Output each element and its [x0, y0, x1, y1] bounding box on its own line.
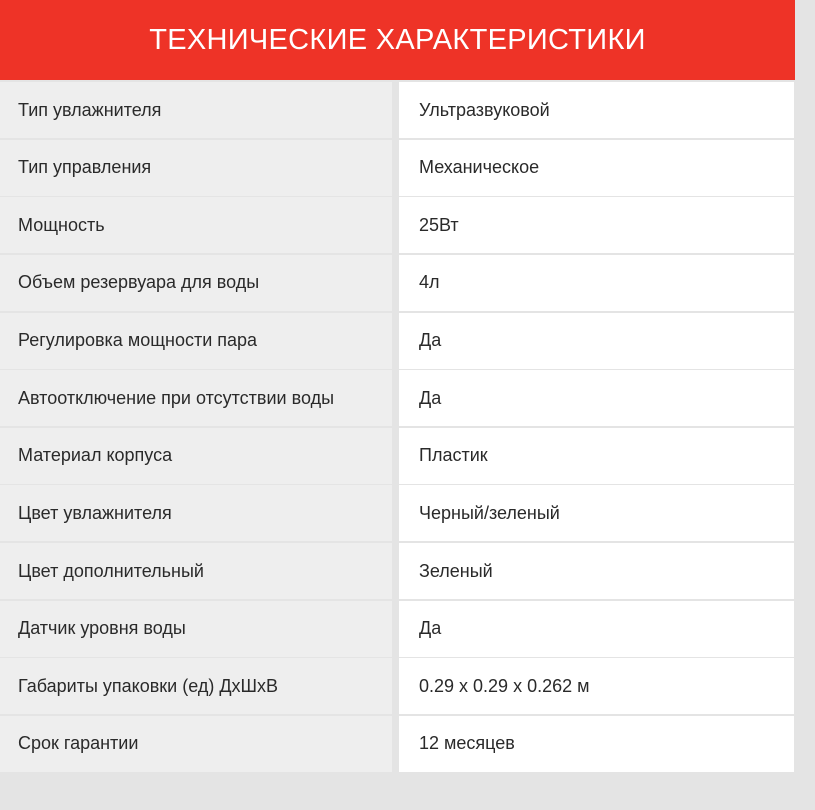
table-row — [0, 255, 795, 311]
spec-value: 0.29 x 0.29 x 0.262 м — [399, 658, 794, 714]
table-row — [0, 543, 795, 599]
table-row — [0, 82, 795, 138]
table-row — [0, 658, 795, 714]
spec-value: Да — [399, 370, 794, 426]
spec-key: Габариты упаковки (ед) ДхШхВ — [0, 658, 392, 714]
spec-key: Объем резервуара для воды — [0, 255, 392, 311]
spec-value: Да — [399, 601, 794, 657]
specs-table — [0, 82, 795, 774]
spec-value: Да — [399, 313, 794, 369]
table-row — [0, 428, 795, 484]
spec-key: Регулировка мощности пара — [0, 313, 392, 369]
table-row — [0, 313, 795, 369]
table-row — [0, 601, 795, 657]
spec-key: Цвет дополнительный — [0, 543, 392, 599]
spec-key: Материал корпуса — [0, 428, 392, 484]
table-row — [0, 197, 795, 253]
spec-key: Автоотключение при отсутствии воды — [0, 370, 392, 426]
spec-key: Тип увлажнителя — [0, 82, 392, 138]
spec-key: Цвет увлажнителя — [0, 485, 392, 541]
spec-value: Черный/зеленый — [399, 485, 794, 541]
spec-key: Тип управления — [0, 140, 392, 196]
spec-key: Срок гарантии — [0, 716, 392, 772]
table-row — [0, 485, 795, 541]
table-row — [0, 140, 795, 196]
spec-value: Пластик — [399, 428, 794, 484]
spec-key: Мощность — [0, 197, 392, 253]
spec-key: Датчик уровня воды — [0, 601, 392, 657]
spec-value: Ультразвуковой — [399, 82, 794, 138]
spec-value: 12 месяцев — [399, 716, 794, 772]
specs-header — [0, 0, 795, 80]
table-row — [0, 370, 795, 426]
spec-value: 4л — [399, 255, 794, 311]
page-title: ТЕХНИЧЕСКИЕ ХАРАКТЕРИСТИКИ — [149, 23, 646, 56]
spec-value: Зеленый — [399, 543, 794, 599]
spec-value: Механическое — [399, 140, 794, 196]
table-row — [0, 716, 795, 772]
spec-value: 25Вт — [399, 197, 794, 253]
